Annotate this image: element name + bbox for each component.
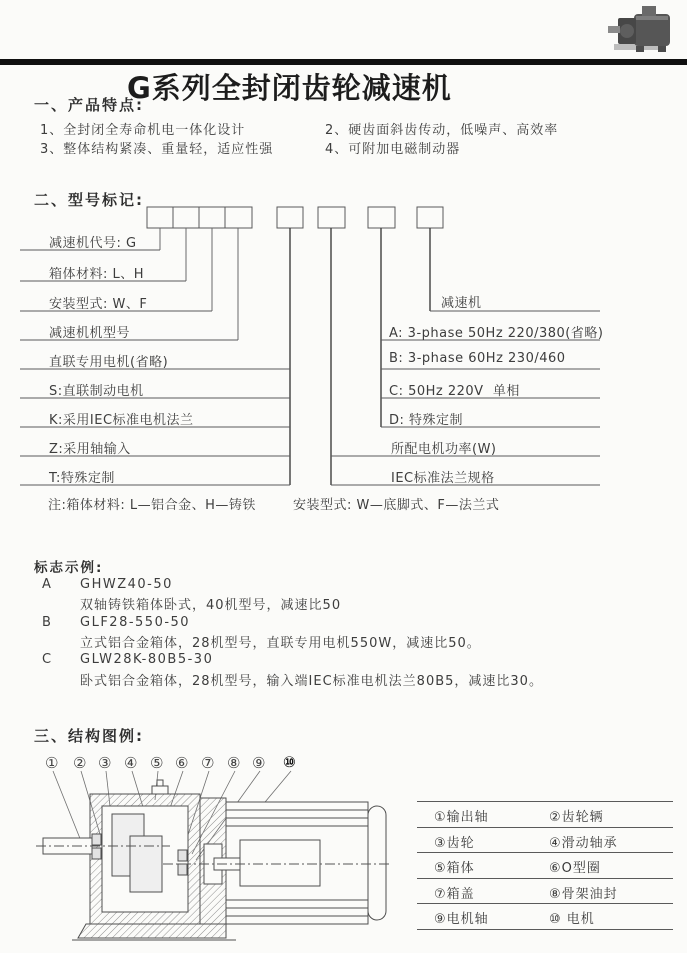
motor-foot [658,46,666,52]
model-label-D: D: 特殊定制 [389,413,464,428]
legend-part-4: ④滑动轴承 [549,835,618,851]
vent-plug [152,786,168,794]
model-label-K: K:采用IEC标准电机法兰 [49,413,194,428]
legend-part-5: ⑤箱体 [434,861,475,877]
motor-foot [636,46,644,52]
callout-1: ① [45,754,59,772]
rotor [240,840,320,886]
motor-highlight [636,16,668,20]
example-code-A: GHWZ40-50 [80,577,173,592]
model-label-S: S:直联制动电机 [49,384,144,399]
shaft-photo [608,26,620,33]
bearing [178,864,187,875]
callout-10: ⑩ [283,753,296,771]
motor-end-cap [368,806,386,920]
legend-part-2: ②齿轮辆 [549,810,604,825]
model-label-A: A: 3-phase 50Hz 220/380(省略) [389,326,604,341]
legend-part-9: ⑨电机轴 [434,912,489,928]
callout-2: ② [73,754,87,772]
terminal-box [642,6,656,16]
section-heading-model: 二、型号标记: [34,191,144,209]
code-box-8 [417,207,443,228]
model-label-reducer: 减速机 [441,296,482,311]
code-box-7 [368,207,395,228]
legend-row [417,802,673,828]
top-rule [0,59,687,65]
structure-drawing [28,746,418,952]
model-label-mounting: 安装型式: W、F [49,297,148,312]
parts-legend-table [417,801,673,930]
page-title: G系列全封闭齿轮减速机 [127,71,452,105]
feature-item-4: 4、可附加电磁制动器 [325,142,461,157]
bearing [92,848,101,859]
model-label-B: B: 3-phase 60Hz 230/460 [389,351,566,366]
legend-part-7: ⑦箱盖 [434,886,475,902]
example-letter-A: A [42,577,53,592]
model-label-T: T:特殊定制 [49,471,115,486]
model-note-left: 注:箱体材料: L—铝合金、H—铸铁 [48,498,256,513]
model-label-housing: 箱体材料: L、H [49,267,145,282]
legend-row [417,828,673,854]
code-box-5 [277,207,303,228]
feature-item-1: 1、全封闭全寿命机电一体化设计 [40,123,246,138]
model-label-motor: 直联专用电机(省略) [49,355,169,370]
bearing [92,834,101,845]
feature-item-3: 3、整体结构紧凑、重量轻，适应性强 [40,142,274,157]
vent-plug-cap [157,780,163,786]
example-desc-C: 卧式铝合金箱体，28机型号，输入端IEC标准电机法兰80B5，减速比30。 [80,674,543,689]
legend-part-10: ⑩ 电机 [549,912,595,928]
legend-row [417,853,673,879]
section-heading-features: 一、产品特点: [34,96,144,114]
callout-6: ⑥ [175,754,189,772]
model-label-power: 所配电机功率(W) [391,442,497,457]
legend-part-3: ③齿轮 [434,835,475,851]
section-heading-examples: 标志示例: [34,560,104,576]
code-boxes [147,207,443,228]
feature-item-2: 2、硬齿面斜齿传动，低噪声、高效率 [325,123,559,138]
legend-part-8: ⑧骨架油封 [549,886,618,902]
callout-9: ⑨ [252,754,266,772]
example-code-B: GLF28-550-50 [80,615,191,630]
model-label-C: C: 50Hz 220V 单相 [389,384,520,399]
callout-4: ④ [124,754,138,772]
model-label-code: 减速机代号: G [49,236,137,251]
example-code-C: GLW28K-80B5-30 [80,652,214,667]
code-box-6 [318,207,345,228]
example-desc-A: 双轴铸铁箱体卧式，40机型号，减速比50 [80,598,342,613]
gear-2 [130,836,162,892]
left-connectors [160,228,238,340]
example-desc-B: 立式铝合金箱体，28机型号，直联专用电机550W，减速比50。 [80,636,481,651]
model-label-framesize: 减速机机型号 [49,326,131,341]
callout-3: ③ [98,754,112,772]
callout-7: ⑦ [201,754,215,772]
legend-row [417,879,673,905]
callout-5: ⑤ [150,754,164,772]
base-foot [78,924,226,938]
model-label-Z: Z:采用轴输入 [49,442,131,457]
gear-face [620,24,634,38]
callout-8: ⑧ [227,754,241,772]
section-heading-structure: 三、结构图例: [34,727,144,745]
bearing [178,850,187,861]
cross-section [43,780,386,940]
legend-row [417,904,673,930]
example-letter-B: B [42,615,53,630]
legend-part-6: ⑥O型圈 [549,861,601,877]
example-letter-C: C [42,652,53,667]
model-note-right: 安装型式: W—底脚式、F—法兰式 [293,498,500,513]
legend-part-1: ①输出轴 [434,810,489,825]
model-label-flange: IEC标准法兰规格 [391,471,495,486]
gear-motor-photo [606,4,680,56]
